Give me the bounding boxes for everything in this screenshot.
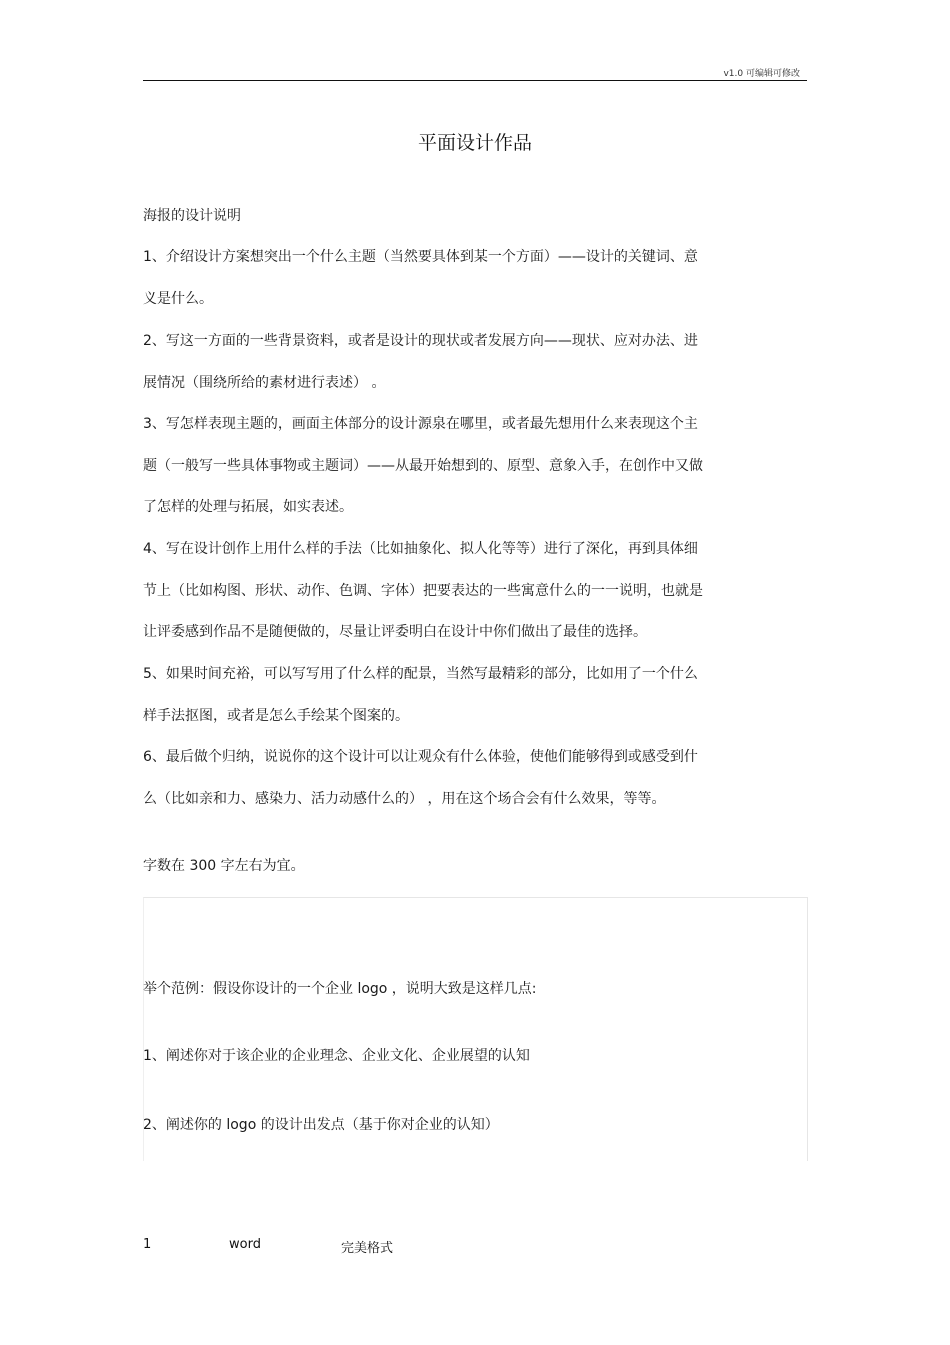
paragraph-line: 3、写怎样表现主题的，画面主体部分的设计源泉在哪里，或者最先想用什么来表现这个主 [143, 416, 698, 432]
section-heading: 海报的设计说明 [143, 208, 241, 224]
paragraph-line: 4、写在设计创作上用什么样的手法（比如抽象化、拟人化等等）进行了深化，再到具体细 [143, 541, 698, 557]
paragraph-line: 了怎样的处理与拓展，如实表述。 [143, 499, 353, 515]
example-intro: 举个范例：假设你设计的一个企业 logo ，说明大致是这样几点: [143, 981, 537, 997]
example-point-2: 2、阐述你的 logo 的设计出发点（基于你对企业的认知） [143, 1117, 499, 1133]
paragraph-line: 题（一般写一些具体事物或主题词）——从最开始想到的、原型、意象入手，在创作中又做 [143, 458, 703, 474]
paragraph-line: 展情况（围绕所给的素材进行表述） 。 [143, 375, 386, 391]
footer-app-word: word [229, 1237, 261, 1252]
paragraph-line: 1、介绍设计方案想突出一个什么主题（当然要具体到某一个方面）——设计的关键词、意 [143, 249, 698, 265]
header-version-note: v1.0 可编辑可修改 [723, 69, 800, 79]
example-point-1: 1、阐述你对于该企业的企业理念、企业文化、企业展望的认知 [143, 1048, 530, 1064]
word-count-note: 字数在 300 字左右为宜。 [143, 858, 305, 874]
document-title: 平面设计作品 [417, 132, 532, 154]
paragraph-line: 么（比如亲和力、感染力、活力动感什么的） ，用在这个场合会有什么效果，等等。 [143, 791, 666, 807]
paragraph-line: 2、写这一方面的一些背景资料，或者是设计的现状或者发展方向——现状、应对办法、进 [143, 333, 698, 349]
paragraph-line: 5、如果时间充裕，可以写写用了什么样的配景，当然写最精彩的部分，比如用了一个什么 [143, 666, 698, 682]
paragraph-line: 义是什么。 [143, 291, 213, 307]
paragraph-line: 节上（比如构图、形状、动作、色调、字体）把要表达的一些寓意什么的一一说明，也就是 [143, 583, 703, 599]
paragraph-line: 样手法抠图，或者是怎么手绘某个图案的。 [143, 708, 409, 724]
paragraph-line: 6、最后做个归纳，说说你的这个设计可以让观众有什么体验，使他们能够得到或感受到什 [143, 749, 698, 765]
paragraph-line: 让评委感到作品不是随便做的，尽量让评委明白在设计中你们做出了最佳的选择。 [143, 624, 647, 640]
footer-format-label: 完美格式 [341, 1241, 394, 1256]
header-rule [143, 80, 807, 81]
footer-page-number: 1 [143, 1237, 152, 1252]
